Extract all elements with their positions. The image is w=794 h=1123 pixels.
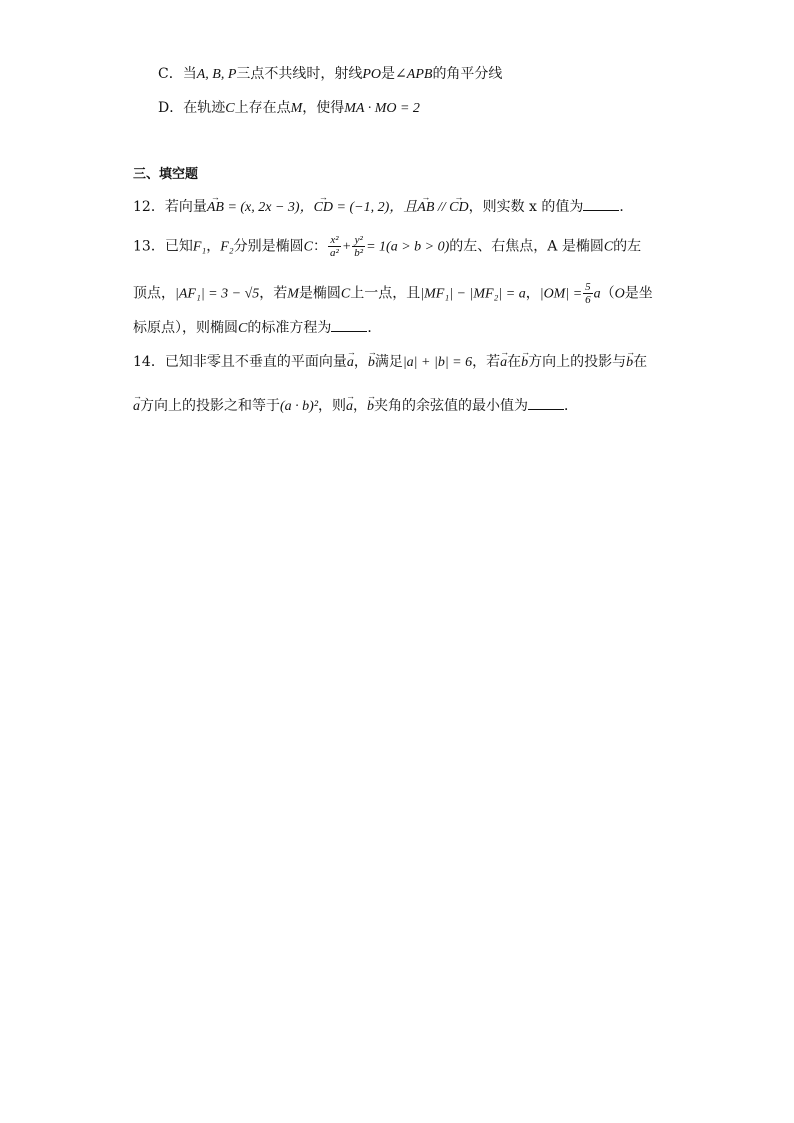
q13-frac2-den: b²: [354, 247, 364, 259]
q13-plus: +: [341, 239, 352, 255]
q14-l2b: ，则: [318, 398, 347, 414]
q14-l1d: 在: [507, 354, 522, 370]
option-c-ray: PO: [362, 67, 382, 82]
option-d-m: M: [290, 101, 303, 116]
q13-m: M: [287, 286, 299, 302]
option-d-expr: MA · MO = 2: [344, 101, 420, 116]
q14-expr: (a · b)²: [280, 399, 319, 414]
option-c-label: C．当: [158, 66, 197, 82]
option-c-points: A, B, P: [196, 67, 237, 82]
option-d-text1: 上存在点: [234, 100, 291, 116]
q14-l1e: 方向上的投影与: [528, 354, 627, 370]
q13-af: |AF₁| = 3 − √5: [175, 286, 260, 302]
q14-b4: → b: [367, 397, 374, 417]
question-13-line-3: [133, 317, 381, 339]
q13-l1d: 的左: [613, 238, 642, 255]
q13-frac2-num: y²: [352, 234, 365, 247]
q12-eq2: = (−1, 2)，且: [333, 200, 418, 215]
q13-l1a: 13．已知: [133, 238, 193, 255]
q13-mf: |MF₁| − |MF₂| = a: [420, 286, 526, 302]
q14-b: → b: [368, 353, 375, 373]
q14-l2c: 夹角的余弦值的最小值为: [374, 398, 529, 414]
q13-frac3-num: 5: [585, 281, 591, 293]
q14-a: → a: [347, 353, 354, 373]
question-13-line-2: [133, 281, 653, 306]
option-d-c: C: [225, 101, 235, 116]
q13-sep: ，: [206, 238, 221, 255]
q13-o: O: [614, 286, 625, 302]
q13-f1: F₁: [192, 239, 207, 255]
option-d-label: D．在轨迹: [158, 100, 226, 116]
q13-l3b: 的标准方程为: [247, 320, 332, 336]
q13-a: a: [593, 286, 601, 302]
q12-vector-ab-2: → AB: [417, 198, 434, 218]
q14-b3: → b: [626, 353, 633, 373]
q13-cond: = 1(a > b > 0): [366, 239, 450, 255]
q14-answer-blank: [528, 395, 564, 410]
q13-l2f: （: [600, 285, 615, 302]
q13-fraction-x: [328, 234, 341, 259]
option-c-angle: APB: [406, 67, 433, 82]
q14-l2a: 方向上的投影之和等于: [140, 398, 280, 414]
q13-frac1-den: a²: [330, 247, 339, 259]
q14-a2: → a: [500, 353, 507, 373]
q12-answer-blank: [583, 196, 619, 211]
q14-cond: |a| + |b| = 6: [402, 355, 473, 370]
q14-b2: → b: [521, 353, 528, 373]
question-13-line-1: [133, 234, 673, 259]
q13-l2c: 是椭圆: [298, 285, 341, 302]
q13-l1b: 分别是椭圆: [233, 238, 304, 255]
q13-fraction-y: [352, 234, 365, 259]
q12-vector-cd: → CD: [314, 198, 333, 218]
q13-c: C: [303, 239, 314, 255]
option-c-text2: 是∠: [381, 66, 407, 82]
q14-l1c: ，若: [472, 354, 501, 370]
q13-l2e: ，: [525, 285, 540, 302]
q13-f2: F₂: [220, 239, 234, 255]
option-d: [158, 98, 420, 119]
q13-l1c: 的左、右焦点，A 是椭圆: [449, 238, 604, 255]
section-title: 三、填空题: [133, 167, 199, 182]
option-c-text3: 的角平分线: [432, 66, 503, 82]
q13-l2d: 上一点，且: [350, 285, 421, 302]
q13-l2g: 是坐: [624, 285, 653, 302]
option-d-text2: ，使得: [302, 100, 345, 116]
q13-l2b: ，若: [259, 285, 288, 302]
q13-c2: C: [603, 239, 614, 255]
q14-l1a: 14．已知非零且不垂直的平面向量: [133, 354, 347, 370]
q12-num: 12．若向量: [133, 199, 207, 215]
q13-c3: C: [340, 286, 351, 302]
q13-frac3-den: 6: [585, 294, 591, 306]
q12-eq1: = (x, 2x − 3)，: [223, 200, 314, 215]
q14-l1f: 在: [633, 354, 648, 370]
q13-answer-blank: [331, 317, 367, 332]
q13-l2a: 顶点，: [133, 285, 175, 302]
q13-l3a: 标原点），则椭圆: [133, 320, 238, 336]
q12-parallel: //: [434, 200, 450, 215]
q13-frac1-num: x²: [328, 234, 341, 247]
q14-a3: → a: [133, 397, 140, 417]
q14-a4: → a: [346, 397, 353, 417]
q14-l1b: 满足: [374, 354, 403, 370]
q12-vector-ab: → AB: [207, 198, 224, 218]
q12-vector-cd-2: → CD: [449, 198, 468, 218]
question-14-line-1: [133, 352, 673, 373]
q13-end: ．: [367, 320, 382, 336]
q12-end: ．: [619, 199, 634, 215]
q13-om: |OM| =: [539, 286, 583, 302]
option-c-text1: 三点不共线时，射线: [236, 66, 363, 82]
q14-sep: ，: [353, 354, 368, 370]
q13-colon: ：: [313, 238, 328, 255]
option-c: [158, 64, 502, 85]
q13-c4: C: [238, 321, 248, 336]
q14-end: ．: [564, 398, 579, 414]
q14-sep2: ，: [353, 398, 368, 414]
question-12: [133, 196, 673, 218]
q12-tail: ，则实数 x 的值为: [468, 199, 584, 215]
question-14-line-2: [133, 395, 578, 417]
q13-fraction-five-sixths: [583, 281, 593, 306]
